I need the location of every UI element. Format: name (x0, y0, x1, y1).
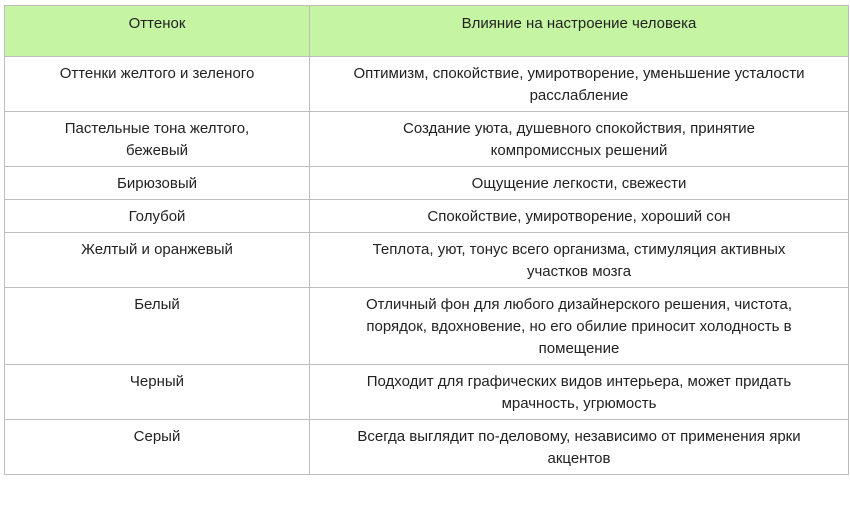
effect-cell (310, 288, 849, 365)
effect-line: Оптимизм, спокойствие, умиротворение, уменьшение усталости (353, 65, 805, 82)
shade-cell (5, 288, 310, 365)
effect-line: участков мозга (526, 263, 632, 280)
effect-line: Спокойствие, умиротворение, хороший сон (427, 208, 731, 225)
effect-line: Теплота, уют, тонус всего организма, стимуляция активных (372, 241, 786, 258)
shade-text: Пастельные тона желтого, (64, 120, 250, 137)
color-mood-table (4, 5, 849, 475)
shade-text: Серый (133, 428, 181, 445)
shade-text: Бирюзовый (117, 175, 197, 192)
table-row (5, 233, 849, 288)
effect-cell (310, 233, 849, 288)
effect-cell (310, 200, 849, 233)
effect-cell (310, 420, 849, 475)
shade-cell (5, 233, 310, 288)
shade-cell (5, 365, 310, 420)
shade-cell (5, 57, 310, 112)
effect-line: Создание уюта, душевного спокойствия, принятие (403, 120, 755, 137)
effect-line: Всегда выглядит по-деловому, независимо от применения ярки (357, 428, 801, 445)
shade-cell (5, 112, 310, 167)
shade-cell (5, 200, 310, 233)
effect-line: Ощущение легкости, свежести (471, 175, 687, 192)
table-row (5, 112, 849, 167)
effect-cell (310, 57, 849, 112)
effect-cell (310, 112, 849, 167)
effect-line: расслабление (529, 87, 629, 104)
effect-line: акцентов (547, 450, 611, 467)
effect-cell (310, 365, 849, 420)
shade-text: Белый (134, 296, 180, 313)
shade-text: Оттенки желтого и зеленого (59, 65, 255, 82)
effect-line: мрачность, угрюмость (501, 395, 657, 412)
shade-text: бежевый (125, 142, 189, 159)
effect-line: Подходит для графических видов интерьера, может придать (366, 373, 792, 390)
effect-line: помещение (538, 340, 620, 357)
shade-cell (5, 167, 310, 200)
shade-cell (5, 420, 310, 475)
effect-cell (310, 167, 849, 200)
table-row (5, 167, 849, 200)
table-row (5, 57, 849, 112)
table-row (5, 420, 849, 475)
shade-text: Черный (129, 373, 185, 390)
shade-text: Желтый и оранжевый (81, 241, 233, 258)
table-row (5, 365, 849, 420)
effect-line: компромиссных решений (490, 142, 668, 159)
effect-line: Отличный фон для любого дизайнерского решения, чистота, (365, 296, 792, 313)
header-effect: Влияние на настроение человека (310, 6, 849, 57)
table-header-row (5, 6, 849, 57)
table-row (5, 200, 849, 233)
effect-line: порядок, вдохновение, но его обилие приносит холодность в (366, 318, 792, 335)
shade-text: Голубой (128, 208, 186, 225)
header-shade: Оттенок (5, 6, 310, 57)
table-row (5, 288, 849, 365)
